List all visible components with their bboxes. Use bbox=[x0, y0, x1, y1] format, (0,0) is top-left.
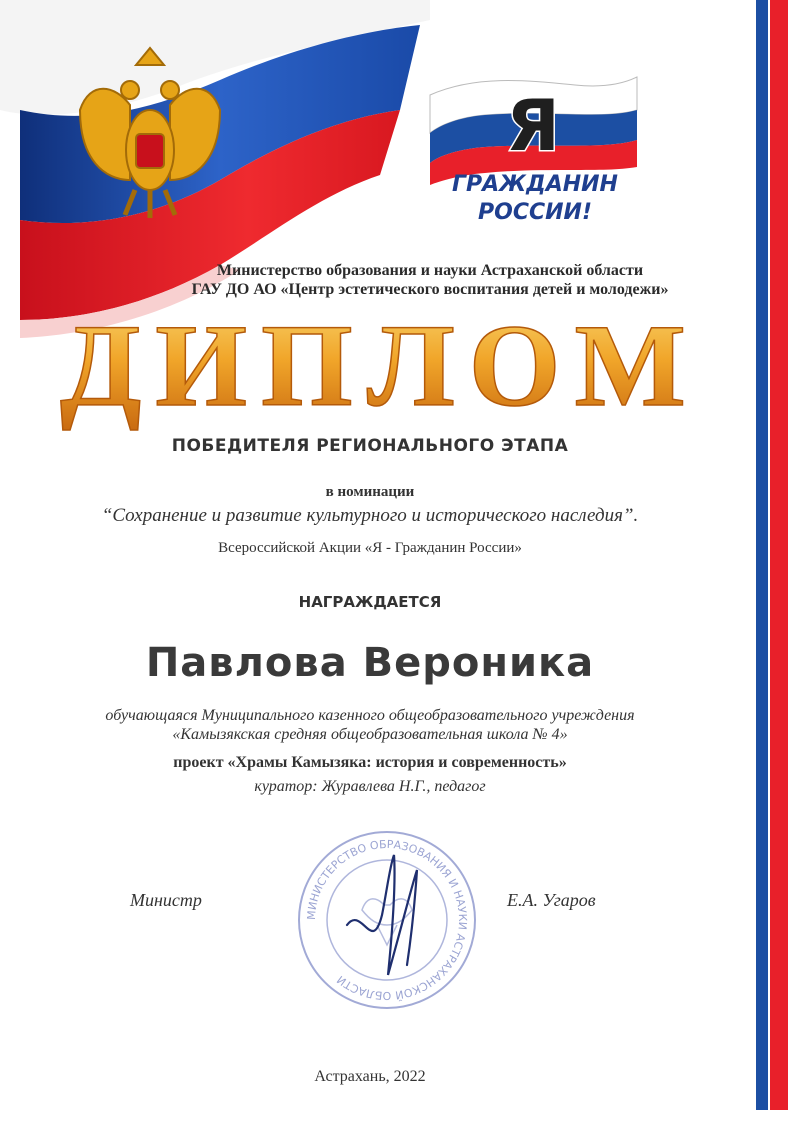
student-line-2: «Камызякская средняя общеобразовательная школа № 4» bbox=[172, 726, 568, 743]
official-stamp bbox=[292, 825, 482, 1015]
project-title: проект «Храмы Камызяка: история и современность» bbox=[173, 754, 567, 771]
nomination-value: “Сохранение и развитие культурного и исторического наследия”. bbox=[101, 505, 639, 526]
curator-line: куратор: Журавлева Н.Г., педагог bbox=[254, 778, 486, 795]
nomination-label: в номинации bbox=[325, 484, 415, 500]
ministry-name: Министерство образования и науки Астраханской области bbox=[216, 262, 644, 279]
tricolor-stripes bbox=[752, 0, 788, 1110]
center-name: ГАУ ДО АО «Центр эстетического воспитания детей и молодежи» bbox=[191, 281, 669, 298]
signature-position: Министр bbox=[130, 890, 202, 910]
signature-name: Е.А. Угаров bbox=[507, 890, 596, 910]
logo-letter: Я bbox=[506, 85, 560, 167]
logo-line-2: РОССИИ! bbox=[478, 200, 592, 225]
awarded-label: НАГРАЖДАЕТСЯ bbox=[298, 593, 442, 611]
stamp-text: МИНИСТЕРСТВО ОБРАЗОВАНИЯ И НАУКИ АСТРАХАНСКОЙ ОБЛАСТИ bbox=[304, 837, 470, 1003]
city-year: Астрахань, 2022 bbox=[314, 1068, 426, 1085]
diploma-title-text: ДИПЛОМ bbox=[60, 300, 700, 431]
signature-scribble bbox=[347, 855, 417, 975]
recipient-name: Павлова Вероника bbox=[145, 640, 595, 686]
svg-text:МИНИСТЕРСТВО ОБРАЗОВАНИЯ И НАУ bbox=[305, 838, 469, 1002]
logo-line-1: ГРАЖДАНИН bbox=[452, 172, 618, 197]
student-line-1: обучающаяся Муниципального казенного общеобразовательного учреждения bbox=[105, 707, 635, 724]
action-name: Всероссийской Акции «Я - Гражданин России» bbox=[218, 540, 522, 556]
diploma-title bbox=[60, 300, 700, 431]
stamp-eagle-icon bbox=[362, 899, 412, 945]
diploma-subtitle: ПОБЕДИТЕЛЯ РЕГИОНАЛЬНОГО ЭТАПА bbox=[171, 436, 569, 456]
